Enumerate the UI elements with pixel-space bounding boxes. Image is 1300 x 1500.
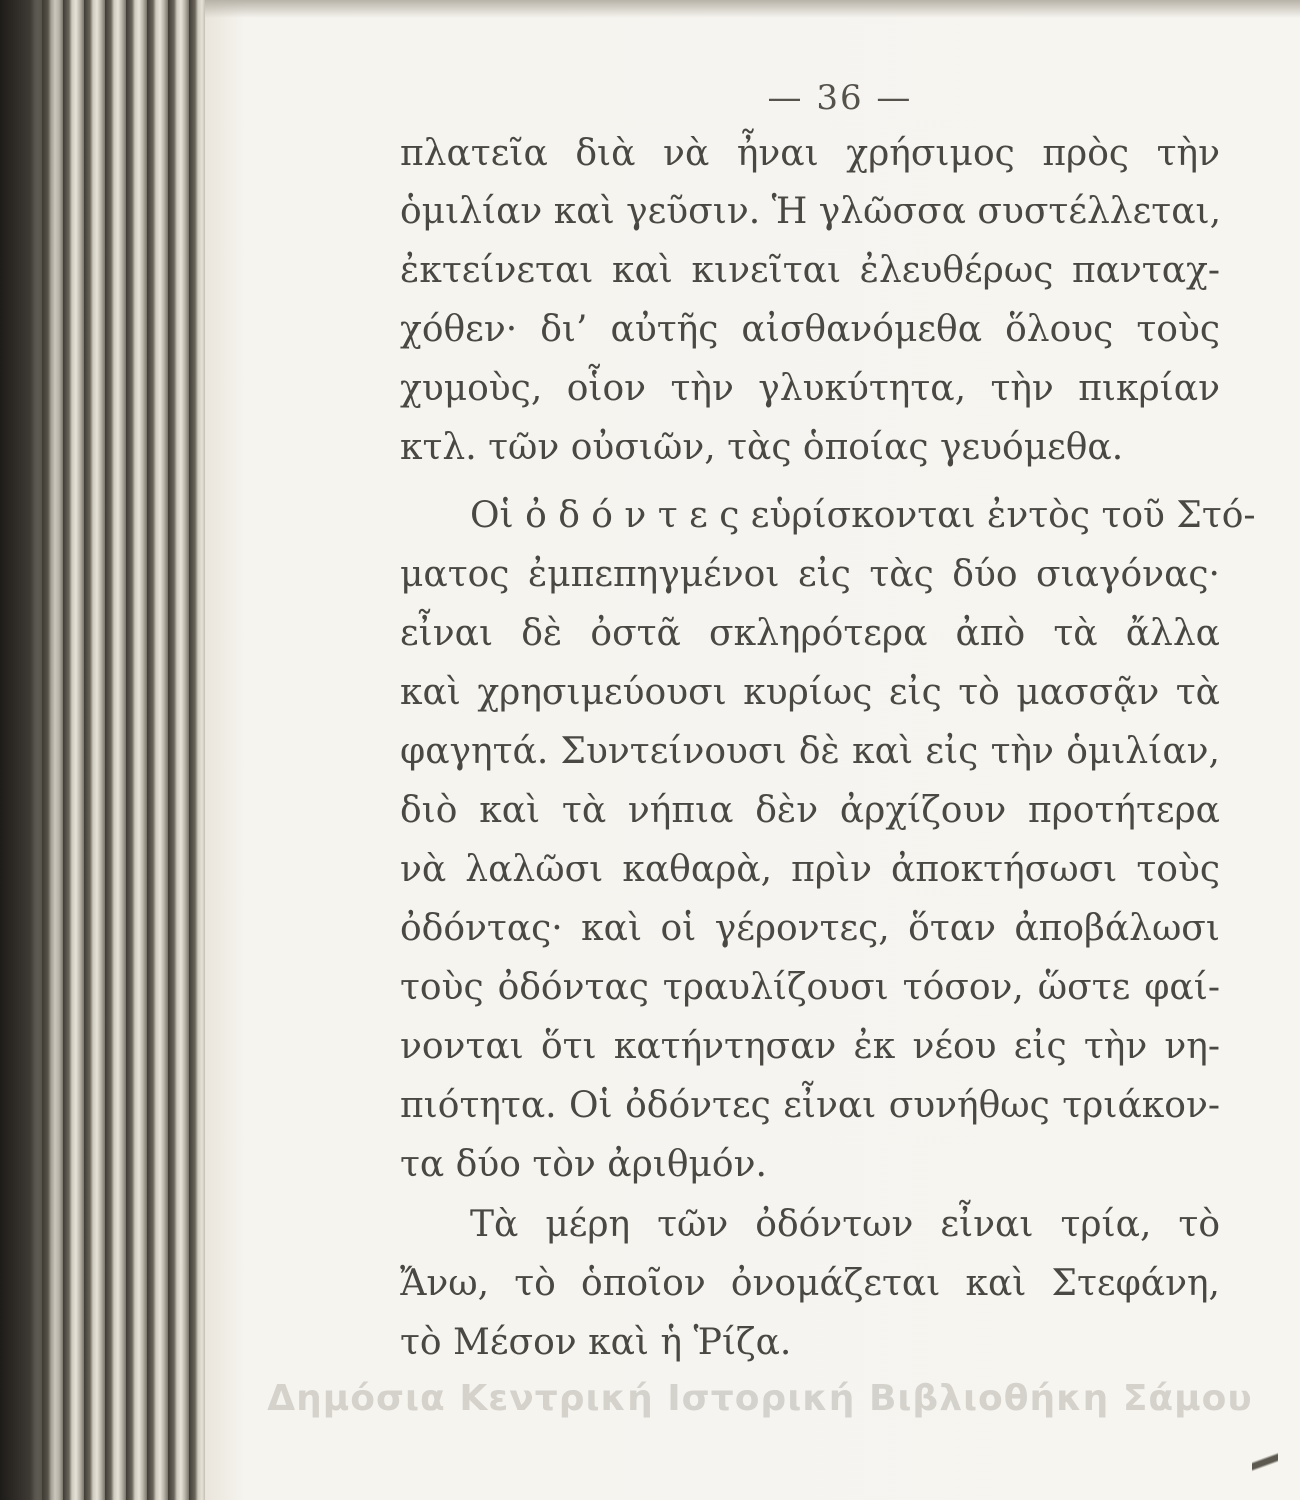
paragraph-start-line: Οἱ ὀ δ ό ν τ ε ς εὑρίσκονται ἐντὸς τοῦ Στό- — [470, 495, 1256, 536]
text-line: νὰ λαλῶσι καθαρὰ, πρὶν ἀποκτήσωσι τοὺς — [400, 849, 1220, 890]
page-number: — 36 — — [767, 78, 913, 118]
library-watermark: Δημόσια Κεντρική Ιστορική Βιβλιοθήκη Σάμου — [267, 1378, 1253, 1419]
text-line: διὸ καὶ τὰ νήπια δὲν ἀρχίζουν προτήτερα — [400, 790, 1220, 831]
text-line: φαγητά. Συντείνουσι δὲ καὶ εἰς τὴν ὁμιλίαν, — [400, 731, 1220, 772]
text-line: τοὺς ὀδόντας τραυλίζουσι τόσον, ὥστε φαί- — [400, 967, 1220, 1008]
text-line: ματος ἐμπεπηγμένοι εἰς τὰς δύο σιαγόνας· — [400, 554, 1220, 595]
top-edge-shadow — [205, 0, 1300, 18]
binding-shadow — [0, 0, 60, 1500]
text-line: πλατεῖα διὰ νὰ ἦναι χρήσιμος πρὸς τὴν — [400, 133, 1220, 174]
text-line: τὸ Μέσον καὶ ἡ Ῥίζα. — [400, 1322, 792, 1363]
text-line: ἐκτείνεται καὶ κινεῖται ἐλευθέρως πανταχ- — [400, 250, 1220, 291]
corner-mark — [1252, 1442, 1278, 1482]
text-line: εἶναι δὲ ὀστᾶ σκληρότερα ἀπὸ τὰ ἄλλα — [400, 613, 1220, 654]
text-line: χυμοὺς, οἷον τὴν γλυκύτητα, τὴν πικρίαν — [400, 368, 1220, 409]
text-line: κτλ. τῶν οὐσιῶν, τὰς ὁποίας γευόμεθα. — [400, 427, 1124, 468]
text-line: καὶ χρησιμεύουσι κυρίως εἰς τὸ μασσᾷν τὰ — [400, 672, 1220, 713]
text-line: ὀδόντας· καὶ οἱ γέροντες, ὅταν ἀποβάλωσι — [400, 908, 1220, 949]
text-line: Ἄνω, τὸ ὁποῖον ὀνομάζεται καὶ Στεφάνη, — [400, 1263, 1220, 1304]
text-line: νονται ὅτι κατήντησαν ἐκ νέου εἰς τὴν νη- — [400, 1026, 1220, 1067]
text-line: ὁμιλίαν καὶ γεῦσιν. Ἡ γλῶσσα συστέλλεται, — [400, 191, 1222, 232]
text-line: τα δύο τὸν ἀριθμόν. — [400, 1144, 767, 1185]
paragraph-start-line: Τὰ μέρη τῶν ὀδόντων εἶναι τρία, τὸ — [470, 1204, 1220, 1245]
text-line: πιότητα. Οἱ ὀδόντες εἶναι συνήθως τριάκον- — [400, 1085, 1220, 1126]
text-line: χόθεν· δι’ αὐτῆς αἰσθανόμεθα ὅλους τοὺς — [400, 309, 1220, 350]
